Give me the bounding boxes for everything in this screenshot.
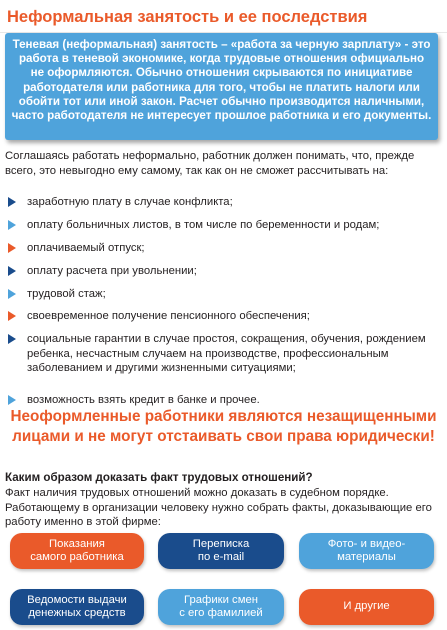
list-item-text: возможность взять кредит в банке и прочее. <box>27 394 260 406</box>
bullet-marker <box>8 220 16 230</box>
badge-line: Ведомости выдачи <box>27 593 127 606</box>
question-heading: Каким образом доказать факт трудовых отношений? <box>5 471 313 484</box>
badge-line: И другие <box>343 600 390 613</box>
list-item-text: своевременное получение пенсионного обеспечения; <box>27 310 310 322</box>
bullet-marker <box>8 266 16 276</box>
list-item <box>8 332 444 376</box>
bullet-marker <box>8 334 16 344</box>
bullet-marker <box>8 289 16 299</box>
list-item-text: оплату расчета при увольнении; <box>27 265 197 277</box>
list-item <box>8 393 444 408</box>
badge-line: Переписка <box>192 537 250 550</box>
badge-line: по e-mail <box>197 551 245 563</box>
evidence-badge-other <box>299 589 434 625</box>
warning-statement: Неоформленные работники являются незащищенными лицами и не могут отстаивать свои права юридически! <box>10 408 437 445</box>
list-item-text: оплачиваемый отпуск; <box>27 242 145 254</box>
badge-line: материалы <box>337 551 396 563</box>
bullet-marker <box>8 243 16 253</box>
evidence-badge-email <box>158 533 284 569</box>
question-text: Факт наличия трудовых отношений можно доказать в судебном порядке. Работающему в организации человеку нужно собрать факты, доказывающие его работу именно в этой фирме: <box>5 487 432 529</box>
evidence-badge-photo-video <box>299 533 434 569</box>
badge-line: денежных средств <box>28 607 126 619</box>
list-item-text: заработную плату в случае конфликта; <box>27 196 233 208</box>
list-item <box>8 309 444 324</box>
lead-paragraph: Соглашаясь работать неформально, работник должен понимать, что, прежде всего, это невыгодно ему самому, так как он не сможет рассчитывать на: <box>5 150 415 177</box>
page-title: Неформальная занятость и ее последствия <box>0 0 447 36</box>
evidence-badge-testimony <box>10 533 144 569</box>
list-item-text: трудовой стаж; <box>27 288 106 300</box>
list-item <box>8 287 444 302</box>
badge-line: Графики смен <box>184 593 258 606</box>
evidence-badge-shift-schedules <box>158 589 284 625</box>
badge-line: Фото- и видео- <box>327 537 406 550</box>
badge-line: самого работника <box>30 551 124 563</box>
evidence-badge-payroll <box>10 589 144 625</box>
bullet-marker <box>8 395 16 405</box>
list-item <box>8 195 444 210</box>
bullet-marker <box>8 197 16 207</box>
list-item-text: оплату больничных листов, в том числе по беременности и родам; <box>27 219 380 231</box>
list-item-text: социальные гарантии в случае простоя, сокращения, обучения, рождением ребенка, несчастным случаем на производстве, профессиональным заболеванием и другими жизненными ситуациями; <box>27 333 426 375</box>
list-item <box>8 241 444 256</box>
badge-line: Показания <box>49 537 105 550</box>
list-item <box>8 218 444 233</box>
bullet-marker <box>8 311 16 321</box>
list-item <box>8 264 444 279</box>
badge-line: с его фамилией <box>179 607 263 619</box>
intro-box: Теневая (неформальная) занятость – «работа за черную зарплату» - это работа в теневой экономике, когда трудовые отношения официально не оформляются. Обычно отношения скрываются по инициативе работодателя или работника для того, чтобы не платить налоги или обойти тот или иной закон. Расчет обычно производится наличными, часто работодателя не интересует прошлое работника и его документы. <box>5 33 438 140</box>
